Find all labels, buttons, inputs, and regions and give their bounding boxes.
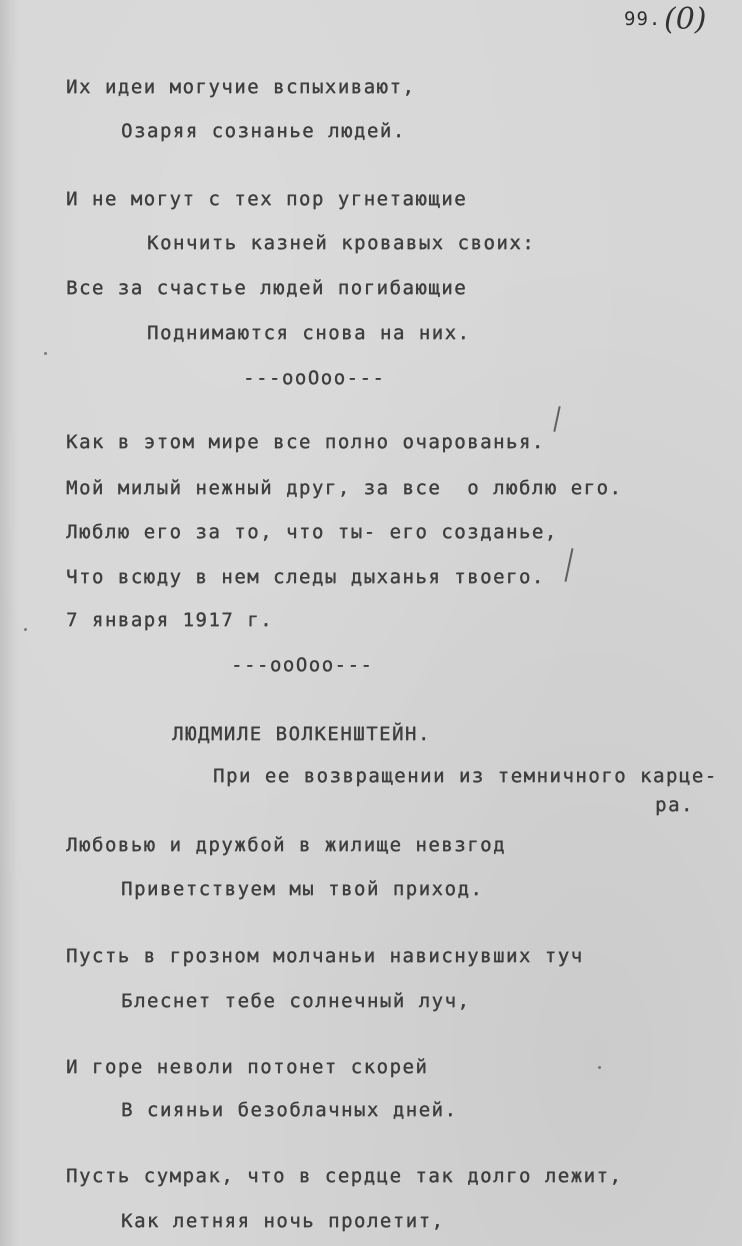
poem1-line-4: Кончить казней кровавых своих:: [147, 232, 536, 254]
poem3-line-7: Пусть сумрак, что в сердце так долго лежит,: [66, 1165, 623, 1187]
poem1-line-5: Все за счастье людей погибающие: [66, 277, 468, 299]
page-edge-shadow: [0, 0, 18, 1246]
separator-1: ---ooOoo---: [243, 367, 386, 389]
poem3-line-3: Пусть в грозном молчаньи нависнувших туч: [66, 945, 584, 967]
poem3-epigraph-line-2: ра.: [655, 794, 694, 816]
poem3-line-4: Блеснет тебе солнечный луч,: [121, 990, 471, 1012]
poem3-line-6: В сияньи безоблачных дней.: [121, 1099, 458, 1121]
poem1-line-6: Поднимаются снова на них.: [147, 322, 471, 344]
pencil-mark-1: [553, 406, 560, 432]
poem2-date: 7 января 1917 г.: [66, 609, 274, 631]
poem1-line-2: Озаряя сознанье людей.: [121, 120, 406, 142]
poem3-line-8: Как летняя ночь пролетит,: [121, 1210, 445, 1232]
poem2-line-4: Что всюду в нем следы дыханья твоего.: [66, 566, 545, 588]
poem1-line-3: И не могут с тех пор угнетающие: [66, 188, 468, 210]
paper-speck-1: [44, 352, 47, 355]
page-number-typed: 99.: [624, 8, 662, 30]
poem2-line-3: Люблю его за то, что ты- его созданье,: [66, 521, 558, 543]
poem3-line-5: И горе неволи потонет скорей: [66, 1056, 429, 1078]
page-number-handwritten: (0): [664, 2, 707, 37]
pencil-mark-2: [564, 548, 573, 582]
poem3-title: ЛЮДМИЛЕ ВОЛКЕНШТЕЙН.: [172, 723, 431, 745]
poem2-line-1: Как в этом мире все полно очарованья.: [66, 431, 545, 453]
poem2-line-2: Мой милый нежный друг, за все о люблю его.: [66, 477, 623, 499]
poem3-epigraph-line-1: При ее возвращении из темничного карце-: [213, 765, 718, 787]
poem3-line-2: Приветствуем мы твой приход.: [121, 878, 484, 900]
paper-speck-3: [598, 1066, 601, 1069]
paper-speck-2: [24, 628, 27, 631]
poem1-line-1: Их идеи могучие вспыхивают,: [66, 76, 416, 98]
poem3-line-1: Любовью и дружбой в жилище невзгод: [66, 834, 506, 856]
separator-2: ---ooOoo---: [231, 654, 374, 676]
